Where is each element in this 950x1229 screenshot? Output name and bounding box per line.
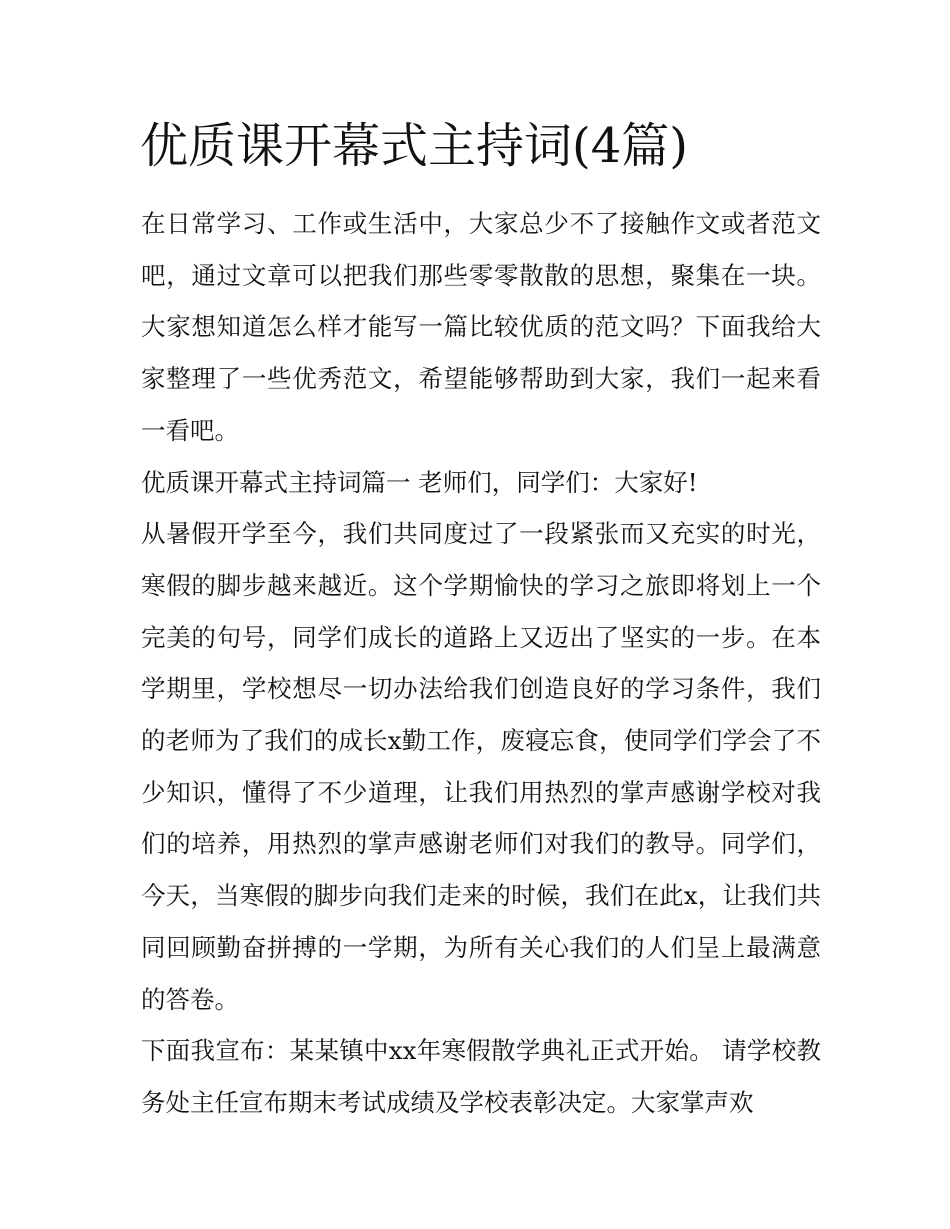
intro-paragraph: 在日常学习、工作或生活中，大家总少不了接触作文或者范文吧，通过文章可以把我们那些零零散散的思想，聚集在一块。大家想知道怎么样才能写一篇比较优质的范文吗？下面我给大家整理了一些优秀范文，希望能够帮助到大家，我们一起来看一看吧。 bbox=[141, 209, 821, 445]
announcement-paragraph: 下面我宣布：某某镇中xx年寒假散学典礼正式开始。 请学校教务处主任宣布期末考试成绩及学校表彰决定。大家掌声欢 bbox=[141, 1036, 821, 1117]
document-title: 优质课开幕式主持词(4篇) bbox=[140, 118, 688, 174]
section-one-heading-paragraph: 优质课开幕式主持词篇一 老师们，同学们：大家好! bbox=[141, 467, 698, 497]
main-paragraph: 从暑假开学至今，我们共同度过了一段紧张而又充实的时光，寒假的脚步越来越近。这个学期愉快的学习之旅即将划上一个完美的句号，同学们成长的道路上又迈出了坚实的一步。在本学期里，学校想尽一切办法给我们创造良好的学习条件，我们的老师为了我们的成长x勤工作，废寝忘食，使同学们学会了不少知识，懂得了不少道理，让我们用热烈的掌声感谢学校对我们的培养，用热烈的掌声感谢老师们对我们的教导。同学们，今天，当寒假的脚步向我们走来的时候，我们在此x，让我们共同回顾勤奋拼搏的一学期，为所有关心我们的人们呈上最满意的答卷。 bbox=[141, 519, 821, 1014]
document-body bbox=[141, 198, 821, 1129]
